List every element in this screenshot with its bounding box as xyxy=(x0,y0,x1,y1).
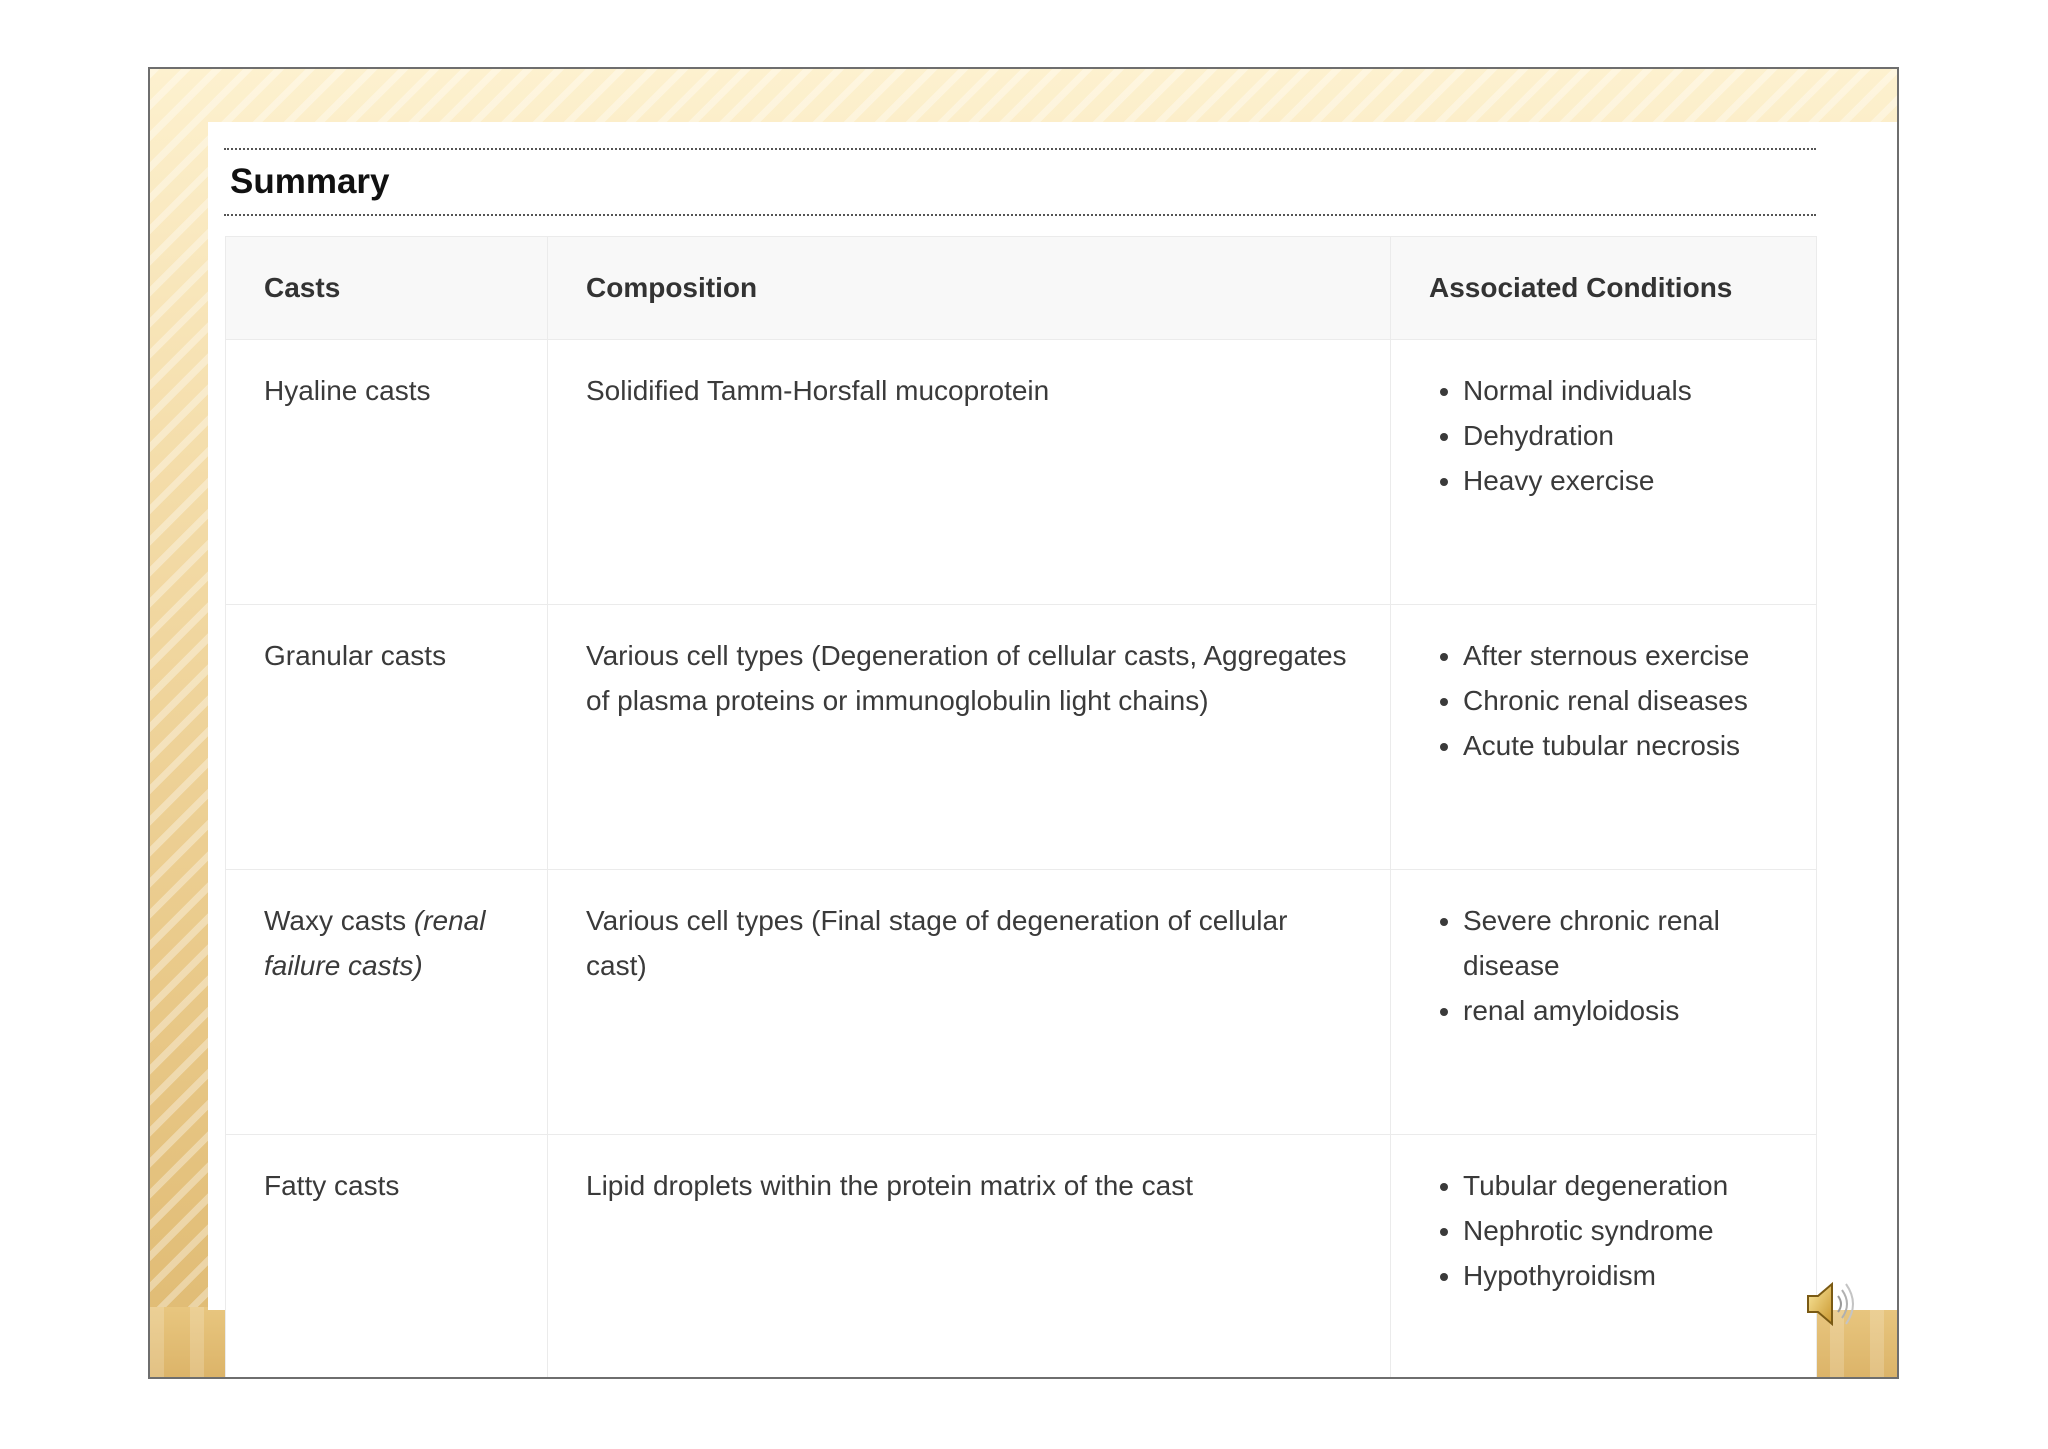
condition-item: • renal amyloidosis xyxy=(1463,988,1796,1033)
title-row xyxy=(224,148,1816,216)
conditions-list xyxy=(1423,633,1796,768)
cast-cell xyxy=(226,1135,548,1380)
table-row xyxy=(226,870,1817,1135)
composition-cell: Lipid droplets within the protein matrix of the cast xyxy=(548,1135,1391,1380)
cast-note: (renal failure casts) xyxy=(264,905,486,981)
table-row xyxy=(226,340,1817,605)
condition-item: • Chronic renal diseases xyxy=(1463,678,1796,723)
condition-item: • Normal individuals xyxy=(1463,368,1796,413)
cast-name: Fatty casts xyxy=(264,1170,400,1201)
table-row xyxy=(226,1135,1817,1380)
conditions-list xyxy=(1423,1163,1796,1298)
composition-cell: Solidified Tamm-Horsfall mucoprotein xyxy=(548,340,1391,605)
cast-cell xyxy=(226,605,548,870)
column-header-composition: Composition xyxy=(548,237,1391,340)
conditions-cell xyxy=(1391,340,1817,605)
column-header-casts: Casts xyxy=(226,237,548,340)
condition-item: • Tubular degeneration xyxy=(1463,1163,1796,1208)
conditions-list xyxy=(1423,368,1796,503)
conditions-list xyxy=(1423,898,1796,1033)
condition-item: • Heavy exercise xyxy=(1463,458,1796,503)
table-header-row xyxy=(226,237,1817,340)
conditions-cell xyxy=(1391,870,1817,1135)
cast-name: Hyaline casts xyxy=(264,375,431,406)
condition-item: • Dehydration xyxy=(1463,413,1796,458)
conditions-cell xyxy=(1391,1135,1817,1380)
condition-item: • Acute tubular necrosis xyxy=(1463,723,1796,768)
cast-cell xyxy=(226,340,548,605)
conditions-cell xyxy=(1391,605,1817,870)
summary-table xyxy=(225,236,1817,1379)
speaker-icon[interactable] xyxy=(1802,1276,1862,1332)
condition-item: • After sternous exercise xyxy=(1463,633,1796,678)
condition-item: • Nephrotic syndrome xyxy=(1463,1208,1796,1253)
page-title: Summary xyxy=(230,162,390,201)
content-panel xyxy=(208,122,1899,1310)
column-header-conditions: Associated Conditions xyxy=(1391,237,1817,340)
cast-name: Granular casts xyxy=(264,640,447,671)
composition-cell: Various cell types (Degeneration of cellular casts, Aggregates of plasma proteins or immunoglobulin light chains) xyxy=(548,605,1391,870)
table-row xyxy=(226,605,1817,870)
slide xyxy=(148,67,1899,1379)
condition-item: • Hypothyroidism xyxy=(1463,1253,1796,1298)
composition-cell: Various cell types (Final stage of degeneration of cellular cast) xyxy=(548,870,1391,1135)
cast-name: Waxy casts xyxy=(264,905,414,936)
condition-item: • Severe chronic renal disease xyxy=(1463,898,1796,988)
cast-cell xyxy=(226,870,548,1135)
